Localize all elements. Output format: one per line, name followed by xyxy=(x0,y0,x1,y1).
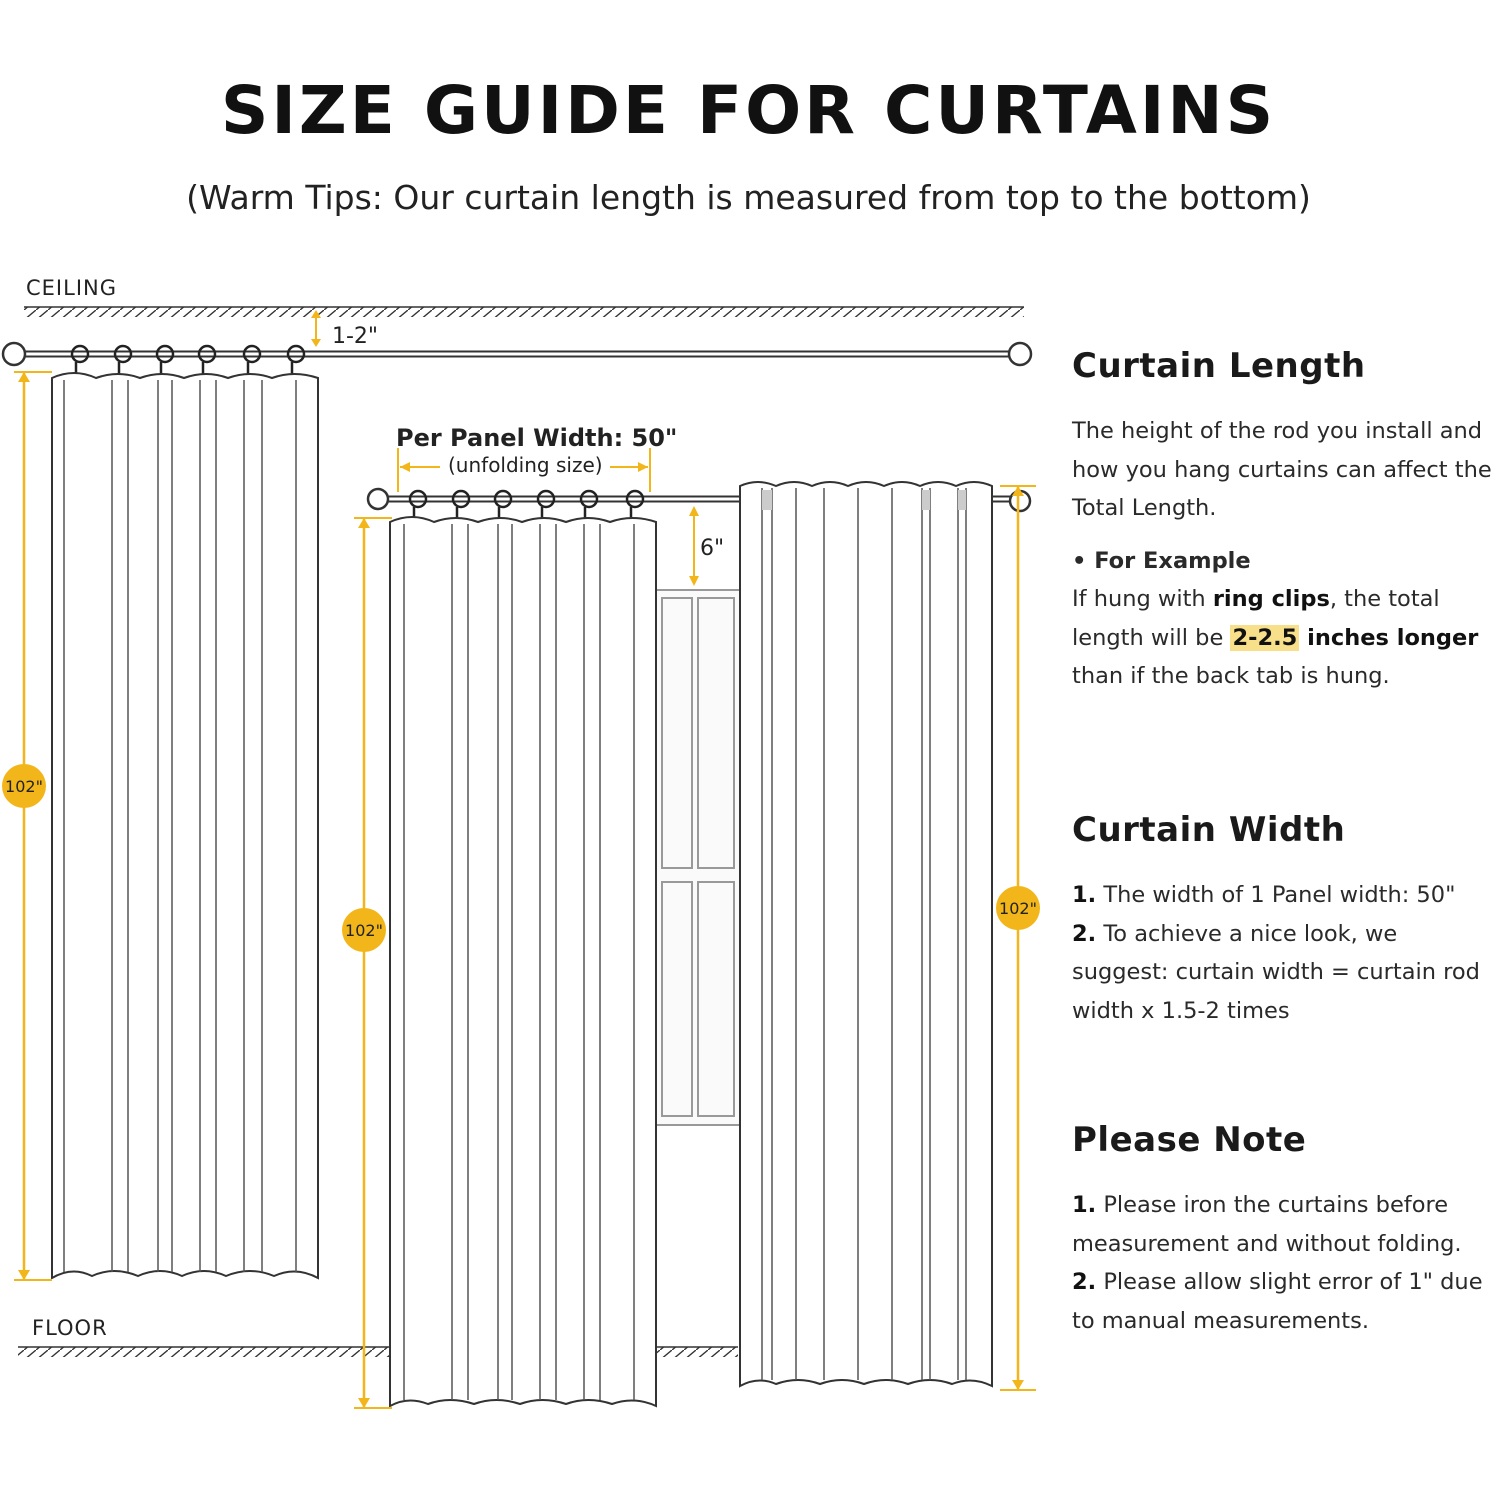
curtain-panel-right xyxy=(740,482,992,1386)
length-badge-right: 102" xyxy=(999,899,1037,918)
floor-label: FLOOR xyxy=(32,1316,108,1340)
panel-width-label: Per Panel Width: 50" xyxy=(396,424,678,452)
window xyxy=(656,590,740,1125)
curtain-width-item-1: 1. The width of 1 Panel width: 50" xyxy=(1072,882,1456,908)
gap-label: 1-2" xyxy=(332,324,379,349)
length-measure-right xyxy=(996,486,1040,1390)
curtain-length-heading: Curtain Length xyxy=(1072,346,1366,386)
drop-label: 6" xyxy=(700,536,725,561)
curtain-width-heading: Curtain Width xyxy=(1072,810,1346,850)
curtain-panel-middle xyxy=(390,517,656,1406)
example-text: If hung with ring clips, the total length will be 2-2.5 inches longer than if the back tab is hung. xyxy=(1072,586,1479,689)
please-note-item-1: 1. Please iron the curtains before measurement and without folding. xyxy=(1072,1192,1462,1257)
example-heading: • For Example xyxy=(1072,547,1251,574)
ceiling-hatch xyxy=(24,307,1024,317)
page-subtitle: (Warm Tips: Our curtain length is measured from top to the bottom) xyxy=(186,178,1311,217)
curtain-length-section xyxy=(1072,346,1497,696)
drop-measure xyxy=(689,506,699,586)
length-badge-left: 102" xyxy=(5,777,43,796)
length-measure-left xyxy=(2,372,52,1280)
please-note-section xyxy=(1072,1120,1497,1340)
curtain-width-section xyxy=(1072,810,1497,1030)
curtain-length-body: The height of the rod you install and how you hang curtains can affect the Total Length. xyxy=(1072,418,1492,521)
curtain-width-item-2: 2. To achieve a nice look, we suggest: curtain width = curtain rod width x 1.5-2 times xyxy=(1072,920,1480,1024)
unfolding-label: (unfolding size) xyxy=(448,453,603,477)
length-measure-middle xyxy=(342,518,392,1408)
please-note-heading: Please Note xyxy=(1072,1120,1307,1160)
ceiling-label: CEILING xyxy=(26,276,117,300)
length-badge-middle: 102" xyxy=(345,921,383,940)
page-title: SIZE GUIDE FOR CURTAINS xyxy=(220,72,1277,149)
please-note-item-2: 2. Please allow slight error of 1" due to manual measurements. xyxy=(1072,1269,1483,1334)
curtain-panel-left xyxy=(52,373,318,1278)
